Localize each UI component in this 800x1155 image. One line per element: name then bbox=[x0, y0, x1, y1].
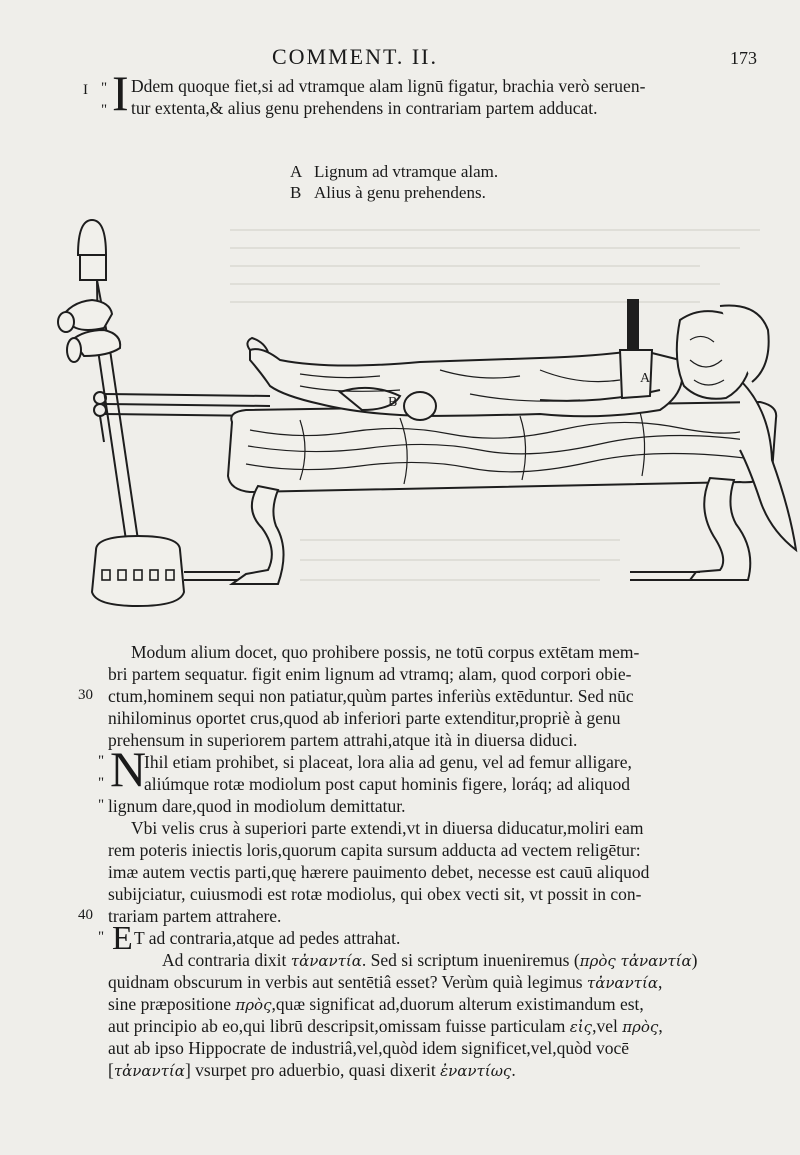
commentary-line: Modum alium docet, quo prohibere possis, ne totū corpus extētam mem- bbox=[131, 642, 640, 662]
margin-quote-mark: " bbox=[101, 80, 108, 96]
aphorism-line: Ihil etiam prohibet, si placeat, lora alia ad genu, vel ad femur alligare, bbox=[144, 752, 632, 772]
legend-key-a: A bbox=[290, 162, 303, 181]
legend-key-b: B bbox=[290, 183, 302, 202]
opening-line: tur extenta,& alius genu prehendens in contrariam partem adducat. bbox=[131, 98, 598, 118]
margin-quote-mark: " bbox=[98, 753, 105, 769]
margin-quote-mark: " bbox=[98, 797, 105, 813]
legend-text-b: Alius à genu prehendens. bbox=[314, 183, 486, 202]
aphorism-line: aliúmque rotæ modiolum post caput hominis figere, loráq; ad aliquod bbox=[144, 774, 631, 794]
commentary-line: nihilominus oportet crus,quod ab inferiori parte extenditur,propriè à genu bbox=[108, 708, 621, 728]
commentary-line: ctum,hominem sequi non patiatur,quùm partes inferiùs extēduntur. Sed nūc bbox=[108, 686, 634, 706]
commentary-line: bri partem sequatur. figit enim lignum ad vtramq; alam, quod corpori obie- bbox=[108, 664, 632, 684]
greek-phrase: πρὸς bbox=[622, 1018, 659, 1036]
greek-phrase: πρὸς bbox=[235, 996, 272, 1014]
greek-phrase: εἰς bbox=[569, 1018, 593, 1036]
greek-phrase: τἀναντία bbox=[290, 952, 362, 970]
figure-label-b: B bbox=[388, 395, 398, 410]
line-number: 40 bbox=[78, 907, 93, 923]
greek-phrase: ἐναντίως bbox=[440, 1062, 512, 1080]
running-head: COMMENT. II. bbox=[272, 44, 438, 69]
commentary-line: Vbi velis crus à superiori parte extendi,vt in diuersa diducatur,moliri eam bbox=[131, 818, 644, 838]
greek-phrase: τἀναντία bbox=[586, 974, 658, 992]
margin-quote-mark: " bbox=[98, 775, 105, 791]
initial-letter-n: N bbox=[110, 741, 147, 797]
aphorism-line: T ad contraria,atque ad pedes attrahat. bbox=[134, 928, 401, 948]
aphorism-line: lignum dare,quod in modiolum demittatur. bbox=[108, 796, 406, 816]
greek-phrase: πρὸς τἀναντία bbox=[579, 952, 692, 970]
line-number: 30 bbox=[78, 687, 93, 703]
greek-phrase: τἀναντία bbox=[113, 1062, 185, 1080]
commentary-line: aut ab ipso Hippocrate de industriâ,vel,quòd idem significet,vel,quòd vocē bbox=[108, 1038, 629, 1058]
commentary-line: quidnam obscurum in verbis aut sentētiâ esset? Verùm quià legimus τἀναντία, bbox=[108, 972, 663, 992]
legend-text-a: Lignum ad vtramque alam. bbox=[314, 162, 499, 181]
initial-letter-e: E bbox=[112, 920, 133, 957]
commentary-line: sine præpositione πρὸς,quæ significat ad,duorum alterum existimandum est, bbox=[108, 994, 644, 1014]
figure-label-a: A bbox=[640, 371, 651, 386]
commentary-line: prehensum in superiorem partem attrahi,atque ità in diuersa diduci. bbox=[108, 730, 578, 750]
commentary-line: Ad contraria dixit τἀναντία. Sed si scriptum inueniremus (πρὸς τἀναντία) bbox=[162, 950, 698, 970]
initial-letter-i: I bbox=[112, 65, 129, 121]
woodcut-illustration bbox=[0, 210, 800, 610]
commentary-line: trariam partem attrahere. bbox=[108, 906, 282, 926]
margin-numeral: I bbox=[83, 82, 88, 98]
margin-quote-mark: " bbox=[98, 929, 105, 945]
commentary-line: aut principio ab eo,qui librū descripsit,omissam fuisse particulam εἰς,vel πρὸς, bbox=[108, 1016, 663, 1036]
margin-quote-mark: " bbox=[101, 102, 108, 118]
commentary-line: [τἀναντία] vsurpet pro aduerbio, quasi dixerit ἐναντίως. bbox=[108, 1060, 516, 1080]
commentary-line: subijciatur, cuiusmodi est rotæ modiolus, qui obex vecti sit, vt possit in con- bbox=[108, 884, 642, 904]
page-number: 173 bbox=[730, 48, 757, 68]
commentary-line: imæ autem vectis parti,quę hærere pauimento debet, necesse est cauū aliquod bbox=[108, 862, 650, 882]
commentary-line: rem poteris iniectis loris,quorum capita sursum adducta ad vectem religētur: bbox=[108, 840, 641, 860]
opening-line: Ddem quoque fiet,si ad vtramque alam lignū figatur, brachia verò seruen- bbox=[131, 76, 646, 96]
